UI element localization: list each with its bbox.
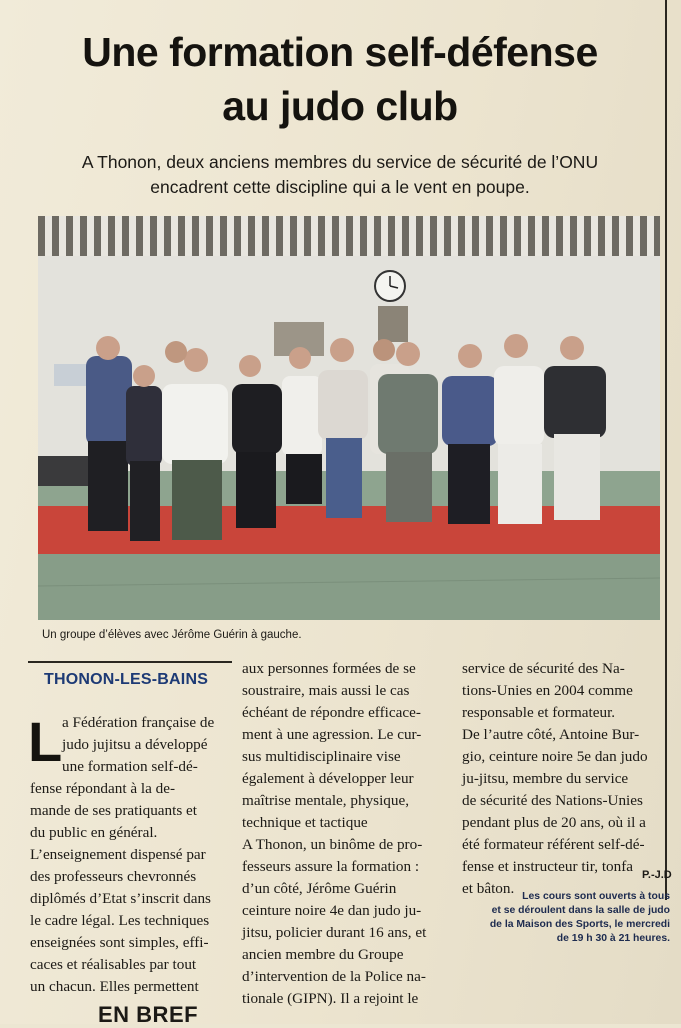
text-line: ancien membre du Groupe xyxy=(242,946,404,963)
deck-line-1: A Thonon, deux anciens membres du service de sécurité de l’ONU xyxy=(81,152,599,172)
text-line: des professeurs chevronnés xyxy=(30,868,197,885)
text-line: gio, ceinture noire 5e dan judo xyxy=(462,748,648,765)
text-line: le cadre légal. Les techniques xyxy=(30,912,210,929)
dateline-rule xyxy=(28,661,232,663)
column-rule xyxy=(665,0,667,900)
text-line: diplômés d’Etat s’inscrit dans xyxy=(30,890,211,907)
text-line: fense répondant à la de- xyxy=(30,780,176,797)
text-line: L’enseignement dispensé par xyxy=(30,846,206,863)
text-line: une formation self-dé- xyxy=(62,758,198,775)
text-line: échéant de répondre efficace- xyxy=(242,704,421,721)
info-line: et se déroulent dans la salle de judo xyxy=(491,905,670,916)
text-line: technique et tactique xyxy=(242,814,368,831)
text-line: tions-Unies en 2004 comme xyxy=(462,682,633,699)
text-line: de sécurité des Nations-Unies xyxy=(462,792,643,809)
text-line: maîtrise mentale, physique, xyxy=(242,792,410,809)
text-line: ceinture noire 4e dan judo ju- xyxy=(242,902,422,919)
text-line: sus multidisciplinaire vise xyxy=(242,748,401,765)
text-line: judo jujitsu a développé xyxy=(62,736,208,753)
headline-line-2: au judo club xyxy=(222,83,458,129)
text-line: d’intervention de la Police na- xyxy=(242,968,426,985)
text-line: De l’autre côté, Antoine Bur- xyxy=(462,726,640,743)
text-line: tionale (GIPN). Il a rejoint le xyxy=(242,990,419,1007)
section-heading-en-bref: EN BREF xyxy=(98,1002,199,1027)
text-line: et bâton. xyxy=(462,880,515,897)
text-line: un chacun. Elles permettent xyxy=(30,978,199,995)
text-line: caces et réalisables par tout xyxy=(30,956,197,973)
group-photo-illustration xyxy=(38,216,660,620)
text-line: responsable et formateur. xyxy=(462,704,616,721)
text-line: ju-jitsu, membre du service xyxy=(462,770,629,787)
text-line: été formateur référent self-dé- xyxy=(462,836,645,853)
text-line: mande de ses pratiquants et xyxy=(30,802,198,819)
text-line: enseignées sont simples, effi- xyxy=(30,934,209,951)
author-signature: P.-J.D xyxy=(642,869,672,881)
text-line: service de sécurité des Na- xyxy=(462,660,625,677)
text-line: a Fédération française de xyxy=(62,714,215,731)
text-line: aux personnes formées de se xyxy=(242,660,416,677)
schedule-info-box xyxy=(462,890,670,946)
deck-line-2: encadrent cette discipline qui a le vent en poupe. xyxy=(150,177,530,197)
text-line: fesseurs assure la formation : xyxy=(242,858,420,875)
drop-cap: L xyxy=(28,710,63,773)
text-line: ment à une agression. Le cur- xyxy=(242,726,422,743)
dateline: THONON-LES-BAINS xyxy=(44,671,209,688)
text-line: également à développer leur xyxy=(242,770,414,787)
text-line: soustraire, mais aussi le cas xyxy=(242,682,410,699)
info-line: de 19 h 30 à 21 heures. xyxy=(556,933,670,944)
photo-caption: Un groupe d’élèves avec Jérôme Guérin à gauche. xyxy=(42,629,302,641)
text-line: d’un côté, Jérôme Guérin xyxy=(242,880,397,897)
info-line: Les cours sont ouverts à tous xyxy=(522,891,670,902)
headline-line-1: Une formation self-défense xyxy=(82,29,598,75)
text-line: A Thonon, un binôme de pro- xyxy=(242,836,423,853)
text-line: du public en général. xyxy=(30,824,158,841)
info-line: de la Maison des Sports, le mercredi xyxy=(489,919,670,930)
group-photo xyxy=(38,216,660,620)
text-line: pendant plus de 20 ans, où il a xyxy=(462,814,646,831)
text-line: fense et instructeur tir, tonfa xyxy=(462,858,634,875)
text-line: jitsu, policier durant 16 ans, et xyxy=(242,924,427,941)
